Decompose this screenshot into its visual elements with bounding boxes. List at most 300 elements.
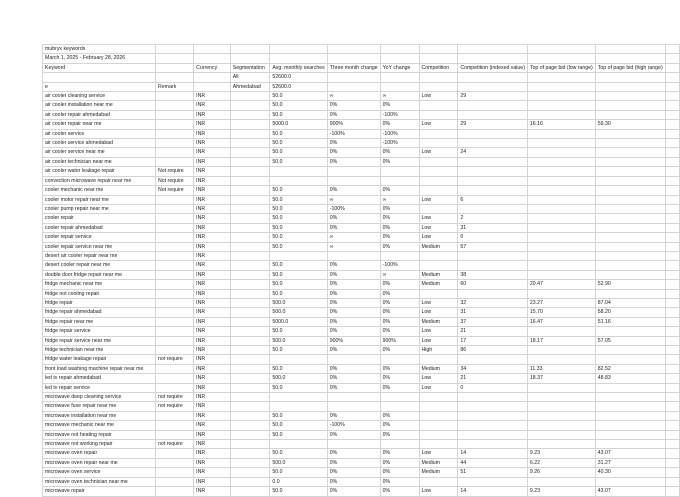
remark-cell[interactable] [156, 280, 194, 289]
yoy-change-cell[interactable] [380, 393, 419, 402]
segmentation-cell[interactable] [230, 176, 270, 185]
bid-low-cell[interactable]: 15.70 [527, 308, 595, 317]
competition-cell[interactable] [419, 101, 458, 110]
bid-low-cell[interactable] [527, 176, 595, 185]
yoy-change-cell[interactable]: 0% [380, 186, 419, 195]
remark-cell[interactable] [156, 346, 194, 355]
competition-index-cell[interactable]: 32 [458, 298, 528, 307]
keyword-cell[interactable]: Keyword [43, 63, 156, 72]
yoy-change-cell[interactable]: 0% [380, 374, 419, 383]
bid-low-cell[interactable] [527, 411, 595, 420]
competition-cell[interactable]: Low [419, 223, 458, 232]
segmentation-cell[interactable] [230, 101, 270, 110]
three-month-change-cell[interactable] [327, 440, 380, 449]
remark-cell[interactable]: not require [156, 402, 194, 411]
currency-cell[interactable]: INR [194, 317, 231, 326]
three-month-change-cell[interactable]: 0% [327, 110, 380, 119]
bid-low-cell[interactable]: 20.47 [527, 280, 595, 289]
currency-cell[interactable]: INR [194, 120, 231, 129]
yoy-change-cell[interactable]: 0% [380, 487, 419, 496]
cell[interactable] [327, 54, 380, 63]
bid-high-cell[interactable] [595, 157, 665, 166]
segmentation-cell[interactable] [230, 374, 270, 383]
avg-monthly-searches-cell[interactable]: 500.0 [270, 308, 327, 317]
currency-cell[interactable]: INR [194, 364, 231, 373]
currency-cell[interactable]: Currency [194, 63, 231, 72]
bid-high-cell[interactable] [595, 148, 665, 157]
bid-high-cell[interactable] [595, 82, 665, 91]
yoy-change-cell[interactable]: 0% [380, 148, 419, 157]
remark-cell[interactable] [156, 223, 194, 232]
cell[interactable] [327, 45, 380, 54]
currency-cell[interactable]: INR [194, 92, 231, 101]
competition-cell[interactable]: Medium [419, 317, 458, 326]
competition-index-cell[interactable]: 2 [458, 214, 528, 223]
segmentation-cell[interactable] [230, 449, 270, 458]
three-month-change-cell[interactable]: 0% [327, 270, 380, 279]
competition-index-cell[interactable]: 14 [458, 449, 528, 458]
three-month-change-cell[interactable]: 0% [327, 364, 380, 373]
yoy-change-cell[interactable]: 0% [380, 233, 419, 242]
currency-cell[interactable] [194, 82, 231, 91]
currency-cell[interactable]: INR [194, 289, 231, 298]
remark-cell[interactable] [156, 129, 194, 138]
currency-cell[interactable]: INR [194, 167, 231, 176]
segmentation-cell[interactable] [230, 110, 270, 119]
competition-index-cell[interactable] [458, 82, 528, 91]
competition-cell[interactable]: Low [419, 327, 458, 336]
three-month-change-cell[interactable]: 0% [327, 223, 380, 232]
yoy-change-cell[interactable]: 0% [380, 317, 419, 326]
bid-low-cell[interactable] [527, 383, 595, 392]
bid-low-cell[interactable] [527, 270, 595, 279]
remark-cell[interactable]: not require [156, 393, 194, 402]
cell[interactable] [194, 45, 231, 54]
three-month-change-cell[interactable]: 0% [327, 280, 380, 289]
segmentation-cell[interactable] [230, 251, 270, 260]
yoy-change-cell[interactable]: 0% [380, 383, 419, 392]
bid-low-cell[interactable]: 16.47 [527, 317, 595, 326]
competition-index-cell[interactable] [458, 110, 528, 119]
keyword-cell[interactable]: desert cooler repair near me [43, 261, 156, 270]
avg-monthly-searches-cell[interactable]: 50.0 [270, 421, 327, 430]
yoy-change-cell[interactable]: 0% [380, 289, 419, 298]
avg-monthly-searches-cell[interactable]: 50.0 [270, 110, 327, 119]
extra-cell[interactable] [665, 73, 679, 82]
competition-cell[interactable]: Low [419, 308, 458, 317]
yoy-change-cell[interactable]: 0% [380, 204, 419, 213]
currency-cell[interactable]: INR [194, 421, 231, 430]
cell[interactable] [419, 54, 458, 63]
avg-monthly-searches-cell[interactable]: 50.0 [270, 289, 327, 298]
cell[interactable] [458, 54, 528, 63]
keyword-cell[interactable]: air cooler service [43, 129, 156, 138]
competition-cell[interactable] [419, 289, 458, 298]
yoy-change-cell[interactable]: 0% [380, 346, 419, 355]
bid-high-cell[interactable]: 48.83 [595, 374, 665, 383]
competition-index-cell[interactable]: 17 [458, 336, 528, 345]
keyword-cell[interactable]: cooler mechanic near me [43, 186, 156, 195]
yoy-change-cell[interactable] [380, 167, 419, 176]
bid-low-cell[interactable] [527, 421, 595, 430]
extra-cell[interactable] [665, 101, 679, 110]
currency-cell[interactable]: INR [194, 298, 231, 307]
competition-index-cell[interactable] [458, 289, 528, 298]
three-month-change-cell[interactable]: 0% [327, 430, 380, 439]
competition-cell[interactable]: Medium [419, 468, 458, 477]
three-month-change-cell[interactable]: -100% [327, 421, 380, 430]
competition-index-cell[interactable]: 38 [458, 270, 528, 279]
competition-index-cell[interactable]: 31 [458, 223, 528, 232]
competition-cell[interactable] [419, 167, 458, 176]
bid-low-cell[interactable]: 11.33 [527, 364, 595, 373]
three-month-change-cell[interactable]: ∞ [327, 92, 380, 101]
segmentation-cell[interactable] [230, 280, 270, 289]
currency-cell[interactable]: INR [194, 308, 231, 317]
segmentation-cell[interactable] [230, 223, 270, 232]
remark-cell[interactable]: Not require [156, 167, 194, 176]
competition-cell[interactable] [419, 261, 458, 270]
bid-low-cell[interactable]: 6.22 [527, 458, 595, 467]
keyword-cell[interactable]: fridge repair [43, 298, 156, 307]
extra-cell[interactable] [665, 82, 679, 91]
competition-cell[interactable]: Low [419, 383, 458, 392]
keyword-cell[interactable]: air cooler technician near me [43, 157, 156, 166]
segmentation-cell[interactable] [230, 402, 270, 411]
currency-cell[interactable] [194, 73, 231, 82]
keyword-cell[interactable]: microwave fuse repair near me [43, 402, 156, 411]
remark-cell[interactable] [156, 421, 194, 430]
yoy-change-cell[interactable]: 0% [380, 157, 419, 166]
keyword-cell[interactable]: desert air cooler repair near me [43, 251, 156, 260]
bid-low-cell[interactable]: 16.16 [527, 120, 595, 129]
keyword-cell[interactable]: fridge repair near me [43, 317, 156, 326]
avg-monthly-searches-cell[interactable]: 50.0 [270, 214, 327, 223]
three-month-change-cell[interactable]: 0% [327, 289, 380, 298]
extra-cell[interactable] [665, 440, 679, 449]
remark-cell[interactable] [156, 73, 194, 82]
extra-cell[interactable] [665, 110, 679, 119]
extra-cell[interactable] [665, 204, 679, 213]
bid-low-cell[interactable] [527, 289, 595, 298]
keyword-cell[interactable]: air cooler water leakage repair [43, 167, 156, 176]
extra-cell[interactable] [665, 430, 679, 439]
avg-monthly-searches-cell[interactable]: Avg. monthly searches [270, 63, 327, 72]
currency-cell[interactable]: INR [194, 355, 231, 364]
three-month-change-cell[interactable]: ∞ [327, 233, 380, 242]
bid-high-cell[interactable] [595, 129, 665, 138]
bid-low-cell[interactable] [527, 402, 595, 411]
three-month-change-cell[interactable]: 0% [327, 308, 380, 317]
avg-monthly-searches-cell[interactable]: 50.0 [270, 430, 327, 439]
extra-cell[interactable] [665, 139, 679, 148]
bid-high-cell[interactable] [595, 393, 665, 402]
competition-cell[interactable] [419, 157, 458, 166]
bid-high-cell[interactable] [595, 214, 665, 223]
remark-cell[interactable] [156, 317, 194, 326]
extra-cell[interactable] [665, 327, 679, 336]
three-month-change-cell[interactable] [327, 355, 380, 364]
avg-monthly-searches-cell[interactable]: 500.0 [270, 374, 327, 383]
avg-monthly-searches-cell[interactable]: 52600.0 [270, 82, 327, 91]
competition-index-cell[interactable] [458, 186, 528, 195]
keyword-cell[interactable]: microwave oven service [43, 468, 156, 477]
bid-high-cell[interactable] [595, 402, 665, 411]
bid-high-cell[interactable]: 43.07 [595, 449, 665, 458]
bid-high-cell[interactable] [595, 92, 665, 101]
keyword-cell[interactable]: cooler repair service [43, 233, 156, 242]
currency-cell[interactable]: INR [194, 477, 231, 486]
competition-cell[interactable]: Competition [419, 63, 458, 72]
competition-index-cell[interactable]: 29 [458, 92, 528, 101]
avg-monthly-searches-cell[interactable] [270, 251, 327, 260]
currency-cell[interactable]: INR [194, 487, 231, 496]
competition-cell[interactable]: Low [419, 298, 458, 307]
extra-cell[interactable] [665, 308, 679, 317]
competition-index-cell[interactable]: 21 [458, 327, 528, 336]
remark-cell[interactable] [156, 261, 194, 270]
segmentation-cell[interactable] [230, 195, 270, 204]
three-month-change-cell[interactable]: 0% [327, 157, 380, 166]
currency-cell[interactable]: INR [194, 383, 231, 392]
currency-cell[interactable]: INR [194, 176, 231, 185]
remark-cell[interactable] [156, 477, 194, 486]
three-month-change-cell[interactable]: ∞ [327, 195, 380, 204]
three-month-change-cell[interactable]: 0% [327, 139, 380, 148]
bid-high-cell[interactable]: 57.05 [595, 336, 665, 345]
three-month-change-cell[interactable]: 0% [327, 214, 380, 223]
bid-low-cell[interactable] [527, 92, 595, 101]
competition-cell[interactable] [419, 430, 458, 439]
segmentation-cell[interactable] [230, 167, 270, 176]
competition-cell[interactable]: High [419, 346, 458, 355]
extra-cell[interactable] [665, 157, 679, 166]
currency-cell[interactable]: INR [194, 336, 231, 345]
extra-cell[interactable] [665, 289, 679, 298]
competition-index-cell[interactable] [458, 204, 528, 213]
competition-cell[interactable] [419, 477, 458, 486]
avg-monthly-searches-cell[interactable]: 0.0 [270, 477, 327, 486]
competition-cell[interactable] [419, 421, 458, 430]
yoy-change-cell[interactable]: YoY change [380, 63, 419, 72]
currency-cell[interactable]: INR [194, 223, 231, 232]
segmentation-cell[interactable] [230, 411, 270, 420]
bid-high-cell[interactable] [595, 346, 665, 355]
yoy-change-cell[interactable]: -100% [380, 139, 419, 148]
extra-cell[interactable] [665, 148, 679, 157]
bid-high-cell[interactable] [595, 167, 665, 176]
date-range-cell[interactable]: March 1, 2025 - February 28, 2026 [43, 54, 156, 63]
bid-high-cell[interactable] [595, 176, 665, 185]
yoy-change-cell[interactable] [380, 73, 419, 82]
bid-low-cell[interactable]: 18.37 [527, 374, 595, 383]
competition-index-cell[interactable] [458, 421, 528, 430]
bid-high-cell[interactable] [595, 251, 665, 260]
competition-index-cell[interactable]: 44 [458, 458, 528, 467]
keyword-cell[interactable]: front load washing machine repair near me [43, 364, 156, 373]
currency-cell[interactable]: INR [194, 157, 231, 166]
keyword-cell[interactable]: cooler motor repair near me [43, 195, 156, 204]
avg-monthly-searches-cell[interactable]: 50.0 [270, 242, 327, 251]
cell[interactable] [194, 54, 231, 63]
yoy-change-cell[interactable]: -100% [380, 110, 419, 119]
three-month-change-cell[interactable]: 0% [327, 411, 380, 420]
remark-cell[interactable] [156, 411, 194, 420]
extra-cell[interactable] [665, 223, 679, 232]
keyword-cell[interactable]: double door fridge repair near me [43, 270, 156, 279]
remark-cell[interactable]: Remark [156, 82, 194, 91]
competition-index-cell[interactable] [458, 157, 528, 166]
segmentation-cell[interactable] [230, 186, 270, 195]
bid-high-cell[interactable]: Top of page bid (high range) [595, 63, 665, 72]
competition-index-cell[interactable] [458, 139, 528, 148]
avg-monthly-searches-cell[interactable] [270, 393, 327, 402]
extra-cell[interactable] [665, 129, 679, 138]
keyword-cell[interactable]: led tv repair service [43, 383, 156, 392]
currency-cell[interactable]: INR [194, 110, 231, 119]
segmentation-cell[interactable] [230, 421, 270, 430]
extra-cell[interactable] [665, 120, 679, 129]
extra-cell[interactable] [665, 280, 679, 289]
three-month-change-cell[interactable] [327, 73, 380, 82]
yoy-change-cell[interactable]: -100% [380, 261, 419, 270]
extra-cell[interactable] [665, 374, 679, 383]
avg-monthly-searches-cell[interactable] [270, 176, 327, 185]
currency-cell[interactable]: INR [194, 270, 231, 279]
bid-low-cell[interactable]: Top of page bid (low range) [527, 63, 595, 72]
three-month-change-cell[interactable]: 0% [327, 487, 380, 496]
keyword-cell[interactable]: cooler pump repair near me [43, 204, 156, 213]
remark-cell[interactable] [156, 289, 194, 298]
bid-low-cell[interactable] [527, 148, 595, 157]
segmentation-cell[interactable] [230, 92, 270, 101]
extra-cell[interactable] [665, 364, 679, 373]
competition-index-cell[interactable] [458, 261, 528, 270]
competition-index-cell[interactable]: 31 [458, 308, 528, 317]
extra-cell[interactable] [665, 186, 679, 195]
cell[interactable] [527, 54, 595, 63]
competition-cell[interactable]: Medium [419, 270, 458, 279]
segmentation-cell[interactable] [230, 139, 270, 148]
keyword-cell[interactable]: microwave not heating repair [43, 430, 156, 439]
avg-monthly-searches-cell[interactable]: 50.0 [270, 411, 327, 420]
bid-low-cell[interactable] [527, 157, 595, 166]
bid-high-cell[interactable] [595, 233, 665, 242]
segmentation-cell[interactable] [230, 204, 270, 213]
yoy-change-cell[interactable]: 0% [380, 327, 419, 336]
bid-low-cell[interactable] [527, 440, 595, 449]
avg-monthly-searches-cell[interactable]: 50.0 [270, 129, 327, 138]
bid-high-cell[interactable] [595, 110, 665, 119]
cell[interactable] [419, 45, 458, 54]
remark-cell[interactable] [156, 148, 194, 157]
remark-cell[interactable] [156, 242, 194, 251]
cell[interactable] [230, 54, 270, 63]
remark-cell[interactable] [156, 449, 194, 458]
bid-high-cell[interactable]: 31.27 [595, 458, 665, 467]
segmentation-cell[interactable] [230, 129, 270, 138]
competition-index-cell[interactable] [458, 477, 528, 486]
competition-cell[interactable]: Low [419, 233, 458, 242]
remark-cell[interactable]: not require [156, 355, 194, 364]
bid-high-cell[interactable] [595, 430, 665, 439]
currency-cell[interactable]: INR [194, 440, 231, 449]
keyword-cell[interactable]: air cooler service ahmedabad [43, 139, 156, 148]
avg-monthly-searches-cell[interactable]: 500.0 [270, 336, 327, 345]
keyword-cell[interactable]: microwave not working repair [43, 440, 156, 449]
bid-high-cell[interactable] [595, 204, 665, 213]
segmentation-cell[interactable] [230, 298, 270, 307]
remark-cell[interactable] [156, 63, 194, 72]
remark-cell[interactable] [156, 214, 194, 223]
yoy-change-cell[interactable] [380, 440, 419, 449]
yoy-change-cell[interactable]: 0% [380, 411, 419, 420]
competition-cell[interactable]: Low [419, 374, 458, 383]
bid-high-cell[interactable]: 58.20 [595, 308, 665, 317]
bid-low-cell[interactable] [527, 73, 595, 82]
three-month-change-cell[interactable]: 0% [327, 383, 380, 392]
keyword-cell[interactable]: fridge water leakage repair [43, 355, 156, 364]
remark-cell[interactable] [156, 298, 194, 307]
three-month-change-cell[interactable] [327, 82, 380, 91]
bid-low-cell[interactable] [527, 110, 595, 119]
competition-index-cell[interactable]: 57 [458, 242, 528, 251]
bid-high-cell[interactable]: 43.07 [595, 487, 665, 496]
avg-monthly-searches-cell[interactable] [270, 440, 327, 449]
yoy-change-cell[interactable] [380, 82, 419, 91]
segmentation-cell[interactable] [230, 317, 270, 326]
avg-monthly-searches-cell[interactable]: 50.0 [270, 270, 327, 279]
cell[interactable] [527, 45, 595, 54]
three-month-change-cell[interactable]: ∞ [327, 242, 380, 251]
bid-high-cell[interactable]: 52.90 [595, 280, 665, 289]
bid-high-cell[interactable]: 51.16 [595, 317, 665, 326]
bid-low-cell[interactable] [527, 129, 595, 138]
competition-index-cell[interactable]: 34 [458, 364, 528, 373]
competition-index-cell[interactable] [458, 176, 528, 185]
segmentation-cell[interactable] [230, 261, 270, 270]
remark-cell[interactable] [156, 92, 194, 101]
avg-monthly-searches-cell[interactable]: 50.0 [270, 223, 327, 232]
bid-high-cell[interactable]: 82.52 [595, 364, 665, 373]
segmentation-cell[interactable] [230, 157, 270, 166]
competition-cell[interactable]: Low [419, 195, 458, 204]
avg-monthly-searches-cell[interactable]: 50.0 [270, 449, 327, 458]
currency-cell[interactable]: INR [194, 393, 231, 402]
extra-cell[interactable] [665, 468, 679, 477]
remark-cell[interactable] [156, 195, 194, 204]
competition-cell[interactable]: Medium [419, 242, 458, 251]
currency-cell[interactable]: INR [194, 242, 231, 251]
yoy-change-cell[interactable]: ∞ [380, 270, 419, 279]
competition-index-cell[interactable]: 21 [458, 374, 528, 383]
keyword-cell[interactable]: fridge technician near me [43, 346, 156, 355]
keyword-cell[interactable]: air cooler cleaning service [43, 92, 156, 101]
segmentation-cell[interactable] [230, 440, 270, 449]
yoy-change-cell[interactable]: 0% [380, 421, 419, 430]
competition-index-cell[interactable] [458, 129, 528, 138]
yoy-change-cell[interactable]: 900% [380, 336, 419, 345]
avg-monthly-searches-cell[interactable] [270, 167, 327, 176]
bid-high-cell[interactable] [595, 186, 665, 195]
segmentation-cell[interactable]: All [230, 73, 270, 82]
avg-monthly-searches-cell[interactable]: 50.0 [270, 327, 327, 336]
keyword-cell[interactable]: microwave mechanic near me [43, 421, 156, 430]
avg-monthly-searches-cell[interactable]: 50.0 [270, 233, 327, 242]
competition-cell[interactable]: Medium [419, 280, 458, 289]
currency-cell[interactable]: INR [194, 449, 231, 458]
three-month-change-cell[interactable]: 900% [327, 120, 380, 129]
